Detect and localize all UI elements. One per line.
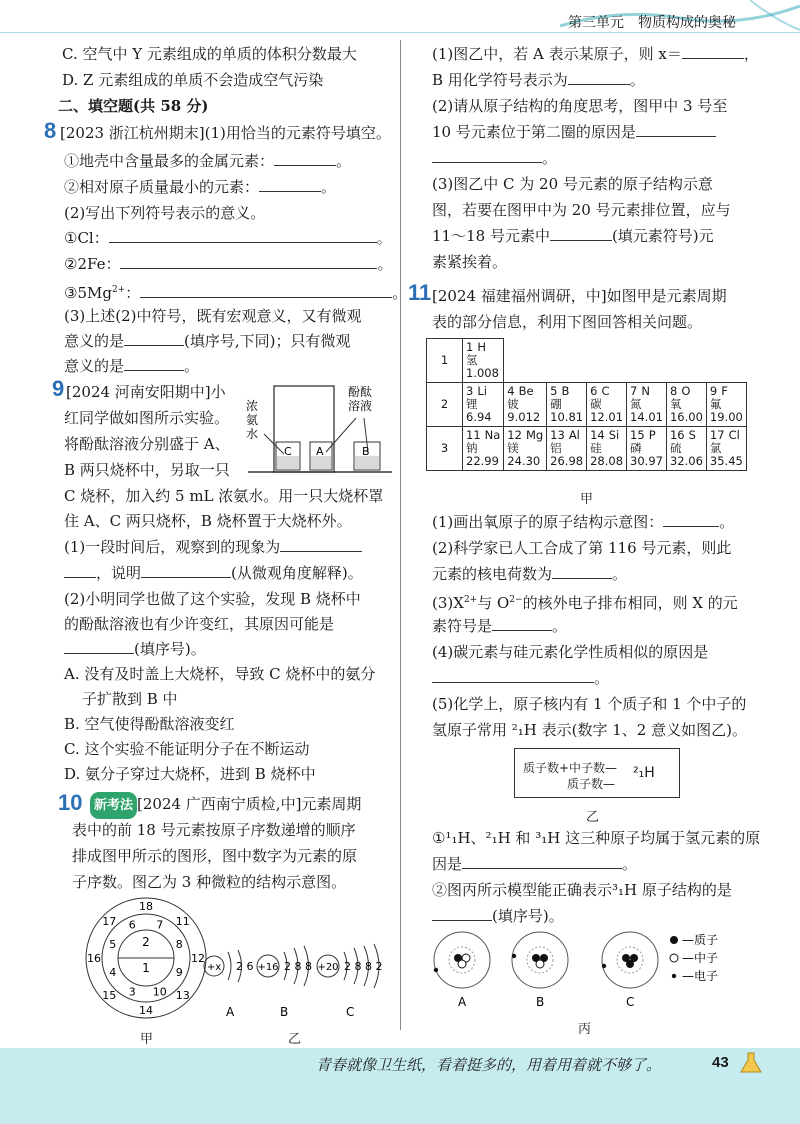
caption-jia-left: 甲 xyxy=(140,1032,154,1047)
atomic-number-label: 2 xyxy=(142,935,150,949)
answer-blank[interactable] xyxy=(432,906,492,921)
answer-blank[interactable] xyxy=(682,44,744,59)
element-cell xyxy=(587,383,627,427)
q11-l1: [2024 福建福州调研，中]如图甲是元素周期 xyxy=(432,287,727,305)
atomic-number-label: 13 xyxy=(175,988,190,1002)
answer-blank[interactable] xyxy=(140,283,392,298)
element-name: 镁 xyxy=(507,441,519,455)
element-symbol: N xyxy=(641,384,650,398)
answer-blank[interactable] xyxy=(259,177,321,192)
q9-l5: C 烧杯，加入约 5 mL 浓氨水。用一只大烧杯罩 xyxy=(64,487,384,505)
period-number: 2 xyxy=(427,383,463,427)
q11-number: 11 xyxy=(408,280,432,305)
element-cell xyxy=(463,339,504,383)
answer-blank[interactable] xyxy=(432,148,542,163)
caption-bing: 丙 xyxy=(578,1022,592,1037)
answer-blank[interactable] xyxy=(492,616,552,631)
atom-c-shells: 2 8 8 2 xyxy=(344,960,383,973)
atomic-number: 17 xyxy=(709,428,725,442)
atomic-number: 16 xyxy=(669,428,685,442)
atomic-number-label: 3 xyxy=(128,985,136,999)
atomic-number: 3 xyxy=(466,384,474,398)
element-name: 氟 xyxy=(709,397,722,411)
element-name: 磷 xyxy=(630,441,642,455)
caption-jia-right: 甲 xyxy=(580,492,594,507)
q11-p2a: (2)科学家已人工合成了第 116 号元素，则此 xyxy=(432,539,732,557)
legend-neutron: —中子 xyxy=(682,951,719,965)
q10-p3a: (3)图乙中 C 为 20 号元素的原子结构示意 xyxy=(432,175,713,193)
q9-p2b: 的酚酞溶液也有少许变红，其原因可能是 xyxy=(64,615,335,633)
element-cell xyxy=(463,427,504,471)
caption-yi-left: 乙 xyxy=(288,1032,302,1047)
atom-structure-diagrams xyxy=(198,936,398,1016)
element-name: 铝 xyxy=(550,441,562,455)
atomic-number: 8 xyxy=(669,384,678,398)
atomic-mass: 19.00 xyxy=(709,410,743,424)
q10-l2: 表中的前 18 号元素按原子序数递增的顺序 xyxy=(72,821,356,839)
element-symbol: B xyxy=(561,384,570,398)
q7-option-c: C. 空气中 Y 元素组成的单质的体积分数最大 xyxy=(62,45,357,63)
q9-option-c: C. 这个实验不能证明分子在不断运动 xyxy=(64,740,310,758)
atomic-mass: 12.01 xyxy=(590,410,624,424)
spiral-periodic-figure xyxy=(84,896,212,1024)
element-symbol: Al xyxy=(568,428,580,442)
q10-p3c: 11～18 号元素中 (填元素符号)元 xyxy=(432,227,714,245)
q10-p2b: 10 号元素位于第二圈的原因是 xyxy=(432,120,716,145)
atomic-number-label: 14 xyxy=(139,1004,153,1017)
q9-l1: [2024 河南安阳期中]小 xyxy=(66,383,226,401)
answer-blank[interactable] xyxy=(550,226,612,241)
answer-blank[interactable] xyxy=(120,254,377,269)
q8-a: ①Cl： 。 xyxy=(64,229,392,247)
page-header-title: 第三单元 物质构成的奥秘 xyxy=(568,15,736,31)
q9-p2a: (2)小明同学也做了这个实验，发现 B 烧杯中 xyxy=(64,590,361,608)
beaker-a-label: A xyxy=(316,445,324,458)
answer-blank[interactable] xyxy=(568,70,630,85)
hydrogen-atom-models xyxy=(430,926,760,1016)
period-number: 1 xyxy=(427,339,463,383)
model-a-label: A xyxy=(458,995,467,1009)
atomic-number-label: 17 xyxy=(102,915,117,929)
beaker-b-label: B xyxy=(362,445,370,458)
page-header xyxy=(0,0,800,34)
label-phenolphthalein: 酚酞 xyxy=(348,385,373,399)
answer-blank[interactable] xyxy=(141,563,231,578)
atomic-number-label: 5 xyxy=(109,938,117,952)
column-divider xyxy=(400,40,401,1030)
element-symbol: Cl xyxy=(728,428,740,442)
atomic-number: 4 xyxy=(507,384,515,398)
element-name: 氧 xyxy=(669,397,682,411)
caption-yi-right: 乙 xyxy=(586,810,600,825)
q9-l2: 红同学做如图所示实验。 xyxy=(64,409,230,427)
element-cell xyxy=(666,383,706,427)
element-name: 氮 xyxy=(630,397,642,411)
atomic-number: 15 xyxy=(630,428,645,442)
q8-part2: (2)写出下列符号表示的意义。 xyxy=(64,204,266,222)
svg-text:氨: 氨 xyxy=(246,413,259,427)
q10-number: 10 xyxy=(58,790,83,815)
answer-blank[interactable] xyxy=(636,122,716,137)
period-number: 3 xyxy=(427,427,463,471)
atomic-number-label: 4 xyxy=(109,965,117,979)
element-symbol: Na xyxy=(484,428,501,442)
legend-proton: —质子 xyxy=(682,933,719,947)
q11-p5b: 氢原子常用 ²₁H 表示(数字 1、2 意义如图乙)。 xyxy=(432,721,747,739)
answer-blank[interactable] xyxy=(109,228,377,243)
atomic-number-label: 7 xyxy=(156,918,164,932)
element-symbol: H xyxy=(477,340,486,354)
q11-s1a: ①¹₁H、²₁H 和 ³₁H 这三种原子均属于氢元素的原 xyxy=(432,829,761,847)
q9-l4: B 两只烧杯中，另取一只 xyxy=(64,461,230,479)
atom-c-label: C xyxy=(346,1005,355,1016)
element-symbol: S xyxy=(688,428,696,442)
q10-l3: 排成图甲所示的图形，图中数字为元素的原 xyxy=(72,847,358,865)
q10-p2a: (2)请从原子结构的角度思考，图甲中 3 号至 xyxy=(432,97,728,115)
element-cell xyxy=(706,383,746,427)
q8-p3b: 意义的是 (填序号,下同)；只有微观 xyxy=(64,332,351,350)
element-cell xyxy=(504,383,547,427)
q10-p1a: (1)图乙中，若 A 表示某原子，则 x＝ ， xyxy=(432,45,759,63)
model-b-label: B xyxy=(536,995,545,1009)
flask-icon xyxy=(738,1050,764,1076)
atomic-mass: 14.01 xyxy=(630,410,663,424)
q9-p1b: ，说明 (从微观角度解释)。 xyxy=(64,561,363,586)
q10-p3d: 素紧挨着。 xyxy=(432,253,508,271)
element-name: 碳 xyxy=(590,397,602,411)
q8-p3c: 意义的是 。 xyxy=(64,357,200,375)
answer-blank[interactable] xyxy=(124,331,184,346)
element-symbol: F xyxy=(721,384,728,398)
label-conc-ammonia: 浓 xyxy=(246,399,259,413)
period-row xyxy=(427,383,747,427)
q8-number: 8 xyxy=(44,118,57,143)
isotope-symbol: ²₁H xyxy=(633,765,655,781)
q11-l2: 表的部分信息，利用下图回答相关问题。 xyxy=(432,313,703,331)
beaker-c-label: C xyxy=(284,445,292,458)
element-cell xyxy=(463,383,504,427)
atomic-mass: 28.08 xyxy=(590,454,624,468)
atomic-number-label: 11 xyxy=(175,915,190,929)
element-name: 硼 xyxy=(550,397,562,411)
atomic-mass: 1.008 xyxy=(466,366,499,380)
atom-b-shells: 2 8 8 xyxy=(284,960,312,973)
atomic-mass: 6.94 xyxy=(466,410,492,424)
answer-blank[interactable] xyxy=(274,151,336,166)
atomic-number: 9 xyxy=(709,384,718,398)
element-cell xyxy=(587,427,627,471)
element-cell xyxy=(706,427,746,471)
q8-stem: [2023 浙江杭州期末](1)用恰当的元素符号填空。 xyxy=(60,124,391,142)
page-number: 43 xyxy=(712,1054,729,1071)
period-row xyxy=(427,339,747,383)
answer-blank[interactable] xyxy=(462,854,622,869)
element-cell xyxy=(627,383,667,427)
svg-text:水: 水 xyxy=(246,427,259,441)
new-method-badge: 新考法 xyxy=(90,792,137,819)
q10-p2c: 。 xyxy=(432,146,557,171)
atom-a-nucleus: +x xyxy=(206,962,222,973)
answer-blank[interactable] xyxy=(64,639,134,654)
atom-a-label: A xyxy=(226,1005,235,1016)
atomic-number: 7 xyxy=(630,384,638,398)
element-cell xyxy=(547,427,587,471)
periodic-table xyxy=(426,338,747,471)
q9-number: 9 xyxy=(52,376,65,401)
q11-s2a: ②图丙所示模型能正确表示³₁H 原子结构的是 xyxy=(432,881,732,899)
model-c-label: C xyxy=(626,995,635,1009)
q8-b: ②2Fe： 。 xyxy=(64,255,393,273)
q9-option-a1: A. 没有及时盖上大烧杯，导致 C 烧杯中的氨分 xyxy=(64,665,376,683)
element-name: 铍 xyxy=(507,397,519,411)
element-symbol: Mg xyxy=(525,428,544,442)
q9-l6: 住 A、C 两只烧杯，B 烧杯置于大烧杯外。 xyxy=(64,512,352,530)
atomic-number-label: 6 xyxy=(128,918,136,932)
section-title: 二、填空题(共 58 分) xyxy=(58,97,209,115)
period-row xyxy=(427,427,747,471)
element-name: 硫 xyxy=(669,441,682,455)
q11-p1: (1)画出氧原子的原子结构示意图： 。 xyxy=(432,513,735,531)
element-symbol: O xyxy=(681,384,691,398)
atomic-number-label: 8 xyxy=(175,938,183,952)
atomic-number: 11 xyxy=(466,428,481,442)
page-footer xyxy=(0,1048,800,1124)
q8-p3a: (3)上述(2)中符号，既有宏观意义，又有微观 xyxy=(64,307,362,325)
atomic-number: 13 xyxy=(550,428,565,442)
element-symbol: Be xyxy=(518,384,534,398)
q9-l3: 将酚酞溶液分别盛于 A、 xyxy=(64,435,230,453)
answer-blank[interactable] xyxy=(432,668,594,683)
atomic-number-label: 18 xyxy=(139,900,153,913)
answer-blank[interactable] xyxy=(552,564,612,579)
q8-s2: ②相对原子质量最小的元素： 。 xyxy=(64,178,337,196)
atomic-mass: 24.30 xyxy=(507,454,541,468)
answer-blank[interactable] xyxy=(64,563,96,578)
q10-l4: 子序数。图乙为 3 种微粒的结构示意图。 xyxy=(72,873,347,891)
q11-p3b: 素符号是 。 xyxy=(432,617,568,635)
q11-p2b: 元素的核电荷数为 。 xyxy=(432,565,628,583)
atomic-number-label: 15 xyxy=(102,988,117,1002)
q11-p4-blank: 。 xyxy=(432,666,609,691)
legend-electron: —电子 xyxy=(682,969,719,983)
atom-b-label: B xyxy=(280,1005,289,1016)
atom-a-shells: 2 6 xyxy=(236,960,254,973)
atomic-number-label: 16 xyxy=(87,952,101,965)
atomic-number: 6 xyxy=(590,384,598,398)
atomic-mass: 26.98 xyxy=(550,454,584,468)
atomic-number: 12 xyxy=(507,428,522,442)
element-cell xyxy=(504,427,547,471)
atomic-mass: 30.97 xyxy=(630,454,663,468)
atomic-mass: 10.81 xyxy=(550,410,584,424)
q11-p4: (4)碳元素与硅元素化学性质相似的原因是 xyxy=(432,643,709,661)
element-cell xyxy=(547,383,587,427)
q8-c: $③5Mg^{2+}$： 。 xyxy=(64,284,408,302)
element-name: 氯 xyxy=(709,441,722,455)
isotope-notation-box: 质子数+中子数— 质子数— ²₁H xyxy=(514,748,680,798)
answer-blank[interactable] xyxy=(663,512,719,527)
q9-p2c: (填序号)。 xyxy=(64,637,206,662)
q9-option-b: B. 空气使得酚酞溶液变红 xyxy=(64,715,235,733)
beaker-experiment-figure xyxy=(246,376,396,476)
atomic-mass: 22.99 xyxy=(466,454,499,468)
atomic-mass: 32.06 xyxy=(669,454,703,468)
svg-text:溶液: 溶液 xyxy=(348,399,373,413)
q11-s1b: 因是 。 xyxy=(432,855,638,873)
q9-p1: (1)一段时间后，观察到的现象为 xyxy=(64,535,362,560)
q10-p3b: 图，若要在图甲中为 20 号元素排位置，应与 xyxy=(432,201,731,219)
q10-l1: 新考法 [2024 广西南宁质检,中]元素周期 xyxy=(90,792,361,819)
element-cell xyxy=(666,427,706,471)
element-name: 氢 xyxy=(466,353,478,367)
element-symbol: Si xyxy=(608,428,620,442)
q11-p3a: $(3)X^{2+}$与 $O^{2-}$的核外电子排布相同，则 X 的元 xyxy=(432,594,738,612)
atomic-mass: 16.00 xyxy=(669,410,703,424)
atomic-number-label: 10 xyxy=(152,985,167,999)
element-symbol: P xyxy=(648,428,656,442)
q10-p1b: B 用化学符号表示为 。 xyxy=(432,71,645,89)
atom-c-nucleus: +20 xyxy=(317,962,339,973)
atomic-number: 1 xyxy=(466,340,474,354)
atom-b-nucleus: +16 xyxy=(257,962,279,973)
atomic-number: 14 xyxy=(590,428,605,442)
element-symbol: Li xyxy=(477,384,487,398)
footer-slogan: 青春就像卫生纸，看着挺多的，用着用着就不够了。 xyxy=(316,1056,662,1074)
element-name: 硅 xyxy=(590,441,602,455)
q11-p5a: (5)化学上，原子核内有 1 个质子和 1 个中子的 xyxy=(432,695,747,713)
atomic-number-label: 1 xyxy=(142,961,150,975)
answer-blank[interactable] xyxy=(280,537,362,552)
element-symbol: C xyxy=(601,384,610,398)
atomic-number-label: 9 xyxy=(175,965,183,979)
q9-option-d: D. 氨分子穿过大烧杯，进到 B 烧杯中 xyxy=(64,765,316,783)
q8-s1: ①地壳中含量最多的金属元素： 。 xyxy=(64,152,352,170)
q11-s2b: (填序号)。 xyxy=(432,904,564,929)
atomic-mass: 9.012 xyxy=(507,410,541,424)
element-name: 钠 xyxy=(466,441,478,455)
answer-blank[interactable] xyxy=(124,356,184,371)
atomic-number: 5 xyxy=(550,384,558,398)
element-cell xyxy=(627,427,667,471)
atomic-number-label: 12 xyxy=(191,952,205,965)
q7-option-d: D. Z 元素组成的单质不会造成空气污染 xyxy=(62,71,324,89)
atomic-mass: 35.45 xyxy=(709,454,743,468)
q9-option-a2: 子扩散到 B 中 xyxy=(82,690,178,708)
element-name: 锂 xyxy=(466,397,478,411)
